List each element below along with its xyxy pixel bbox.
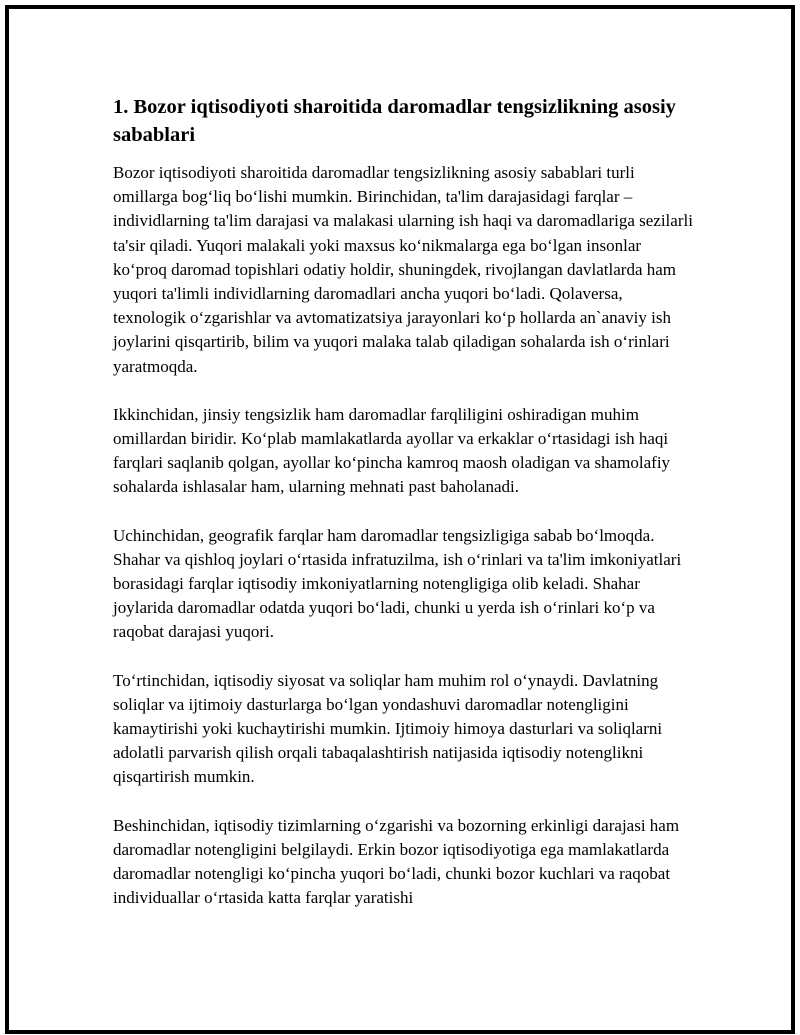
- paragraph-3: Uchinchidan, geografik farqlar ham daromadlar tengsizligiga sabab bo‘lmoqda. Shahar va qishloq joylari o‘rtasida infratuzilma, ish o‘rinlari va ta'lim imkoniyatlari borasidagi farqlar iqtisodiy imkoniyatlarning notengligiga olib keladi. Shahar joylarida daromadlar odatda yuqori bo‘ladi, chunki u yerda ish o‘rinlari ko‘p va raqobat darajasi yuqori.: [113, 525, 682, 642]
- section-heading: 1. Bozor iqtisodiyoti sharoitida daromadlar tengsizlikning asosiy sabablari: [113, 96, 676, 146]
- paragraph-4: To‘rtinchidan, iqtisodiy siyosat va soliqlar ham muhim rol o‘ynaydi. Davlatning soliqlar va ijtimoiy dasturlarga bo‘lgan yondashuvi daromadlar notengligini kamaytirishi yoki kuchaytirishi mumkin. Ijtimoiy himoya dasturlari va soliqlarni adolatli parvarish qilish orqali tabaqalashtirish natijasida iqtisodiy notenglikni qisqartirish mumkin.: [113, 670, 663, 787]
- document-body: [113, 93, 693, 934]
- paragraph-5: Beshinchidan, iqtisodiy tizimlarning o‘zgarishi va bozorning erkinligi darajasi ham daromadlar notengligini belgilaydi. Erkin bozor iqtisodiyotiga ega mamlakatlarda daromadlar notengligi ko‘pincha yuqori bo‘ladi, chunki bozor kuchlari va raqobat individuallar o‘rtasida katta farqlar yaratishi: [113, 815, 680, 908]
- paragraph-2: Ikkinchidan, jinsiy tengsizlik ham daromadlar farqliligini oshiradigan muhim omillardan biridir. Ko‘plab mamlakatlarda ayollar va erkaklar o‘rtasidagi ish haqi farqlari saqlanib qolgan, ayollar ko‘pincha kamroq maosh oladigan va shamolafiy sohalarda ishlasalar ham, ularning mehnati past baholanadi.: [113, 404, 671, 497]
- paragraph-1: Bozor iqtisodiyoti sharoitida daromadlar tengsizlikning asosiy sabablari turli omillarga bog‘liq bo‘lishi mumkin. Birinchidan, ta'lim darajasidagi farqlar – individlarning ta'lim darajasi va malakasi ularning ish haqi va daromadlariga sezilarli ta'sir qiladi. Yuqori malakali yoki maxsus ko‘nikmalarga ega bo‘lgan insonlar ko‘proq daromad topishlari odatiy holdir, shuningdek, rivojlangan davlatlarda ham yuqori ta'limli individlarning daromadlari ancha yuqori bo‘ladi. Qolaversa, texnologik o‘zgarishlar va avtomatizatsiya jarayonlari ko‘p hollarda an`anaviy ish joylarini qisqartirib, bilim va yuqori malaka talab qiladigan sohalarda ish o‘rinlari yaratmoqda.: [113, 163, 693, 376]
